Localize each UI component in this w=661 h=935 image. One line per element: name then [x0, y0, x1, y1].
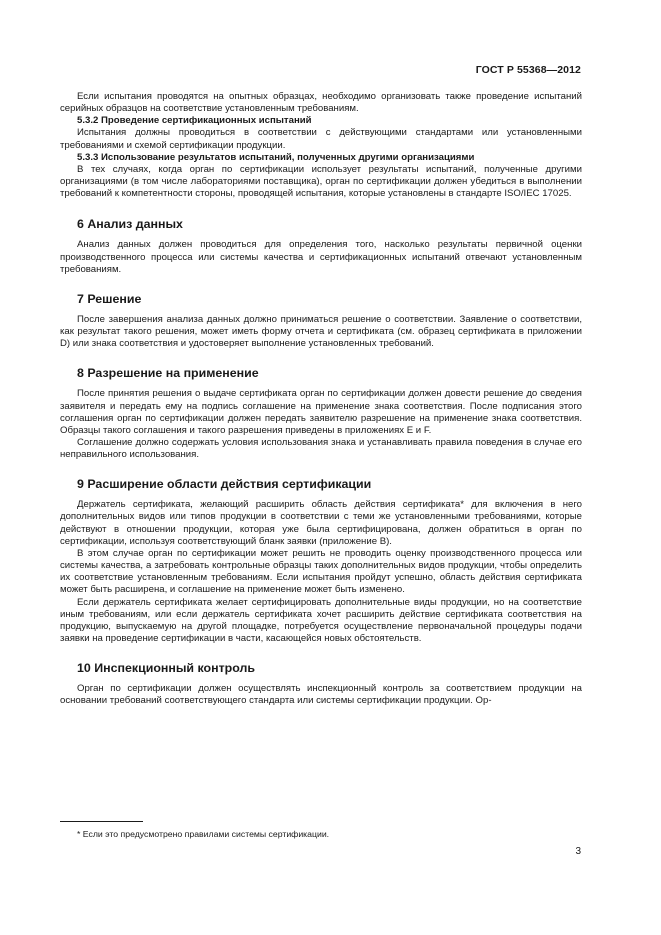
para-9-1: Держатель сертификата, желающий расширить область действия сертификата* для включения в него дополнительных видов или типов продукции в соответствии с теми же установленными требованиями, которые действуют в отношении продукции, которая уже была сертифицирована, должен обратиться в орган по сертификации, используя соответствующий бланк заявки (приложение В).: [60, 499, 582, 547]
footnote: * Если это предусмотрено правилами системы сертификации.: [77, 829, 330, 839]
para-8-1: После принятия решения о выдаче сертификата орган по сертификации должен довести решение до сведения заявителя и передать ему на подпись соглашение на применение знака соответствия. После подписания этого соглашения орган по сертификации должен передать заявителю разрешение на применение знака соответствия. Образцы такого соглашения и такого разрешения приведены в приложениях Е и F.: [60, 388, 582, 436]
para-10: Орган по сертификации должен осуществлять инспекционный контроль за соответствием продукции на основании требований соответствующего стандарта или системы сертификации продукции. Ор-: [60, 683, 582, 707]
section-8-heading: 8 Разрешение на применение: [77, 366, 259, 381]
section-9-heading: 9 Расширение области действия сертификации: [77, 477, 372, 492]
page-number: 3: [575, 846, 581, 857]
footnote-divider: [60, 821, 143, 822]
para-9-3: Если держатель сертификата желает сертифицировать дополнительные виды продукции, но на соответствие иным требованиям, или если держатель сертификата хочет расширить действие сертификата соответствия на продукцию, выпускаемую на другой площадке, потребуется осуществление первоначальной процедуры подачи заявки на проведение сертификации в части, касающейся новых обстоятельств.: [60, 596, 582, 644]
section-6-heading: 6 Анализ данных: [77, 217, 183, 232]
para-7: После завершения анализа данных должно приниматься решение о соответствии. Заявление о соответствии, как результат такого решения, может иметь форму отчета и сертификата (см. образец сертификата в приложении D) или знака соответствия и удостоверяет выполнение установленных требований.: [60, 313, 582, 350]
para-5-3-3: В тех случаях, когда орган по сертификации использует результаты испытаний, полученные другими организациями (в том числе лабораториями поставщика), орган по сертификации должен убедиться в выполнении требований к компетентности стороны, проводящей испытания, которые установлены в стандарте ISO/IEC 17025.: [60, 163, 582, 200]
standard-number: ГОСТ Р 55368—2012: [475, 64, 581, 76]
subheading-5-3-3: 5.3.3 Использование результатов испытаний, полученных другими организациями: [77, 151, 475, 163]
section-7-heading: 7 Решение: [77, 291, 142, 306]
section-10-heading: 10 Инспекционный контроль: [77, 661, 255, 676]
para-9-2: В этом случае орган по сертификации может решить не проводить оценку производственного процесса или системы качества, а затребовать контрольные образцы таких дополнительных видов продукции, чтобы определить их соответствие установленным требованиям. Если испытания пройдут успешно, область действия сертификата может быть расширена, и соглашение на применение может быть изменено.: [60, 547, 582, 596]
para-5-3-2: Испытания должны проводиться в соответствии с действующими стандартами или установленными требованиями и схемой сертификации продукции.: [60, 127, 582, 151]
para-8-2: Соглашение должно содержать условия использования знака и устанавливать правила поведения в случае его неправильного использования.: [60, 436, 582, 461]
subheading-5-3-2: 5.3.2 Проведение сертификационных испытаний: [77, 115, 312, 127]
para-pilot-samples: Если испытания проводятся на опытных образцах, необходимо организовать также проведение испытаний серийных образцов на соответствие установленным требованиям.: [60, 91, 582, 115]
document-body: [60, 91, 582, 707]
para-6: Анализ данных должен проводиться для определения того, насколько результаты первичной оценки производственного процесса или системы качества и сертификационных испытаний отвечают установленным требованиям.: [60, 239, 582, 275]
